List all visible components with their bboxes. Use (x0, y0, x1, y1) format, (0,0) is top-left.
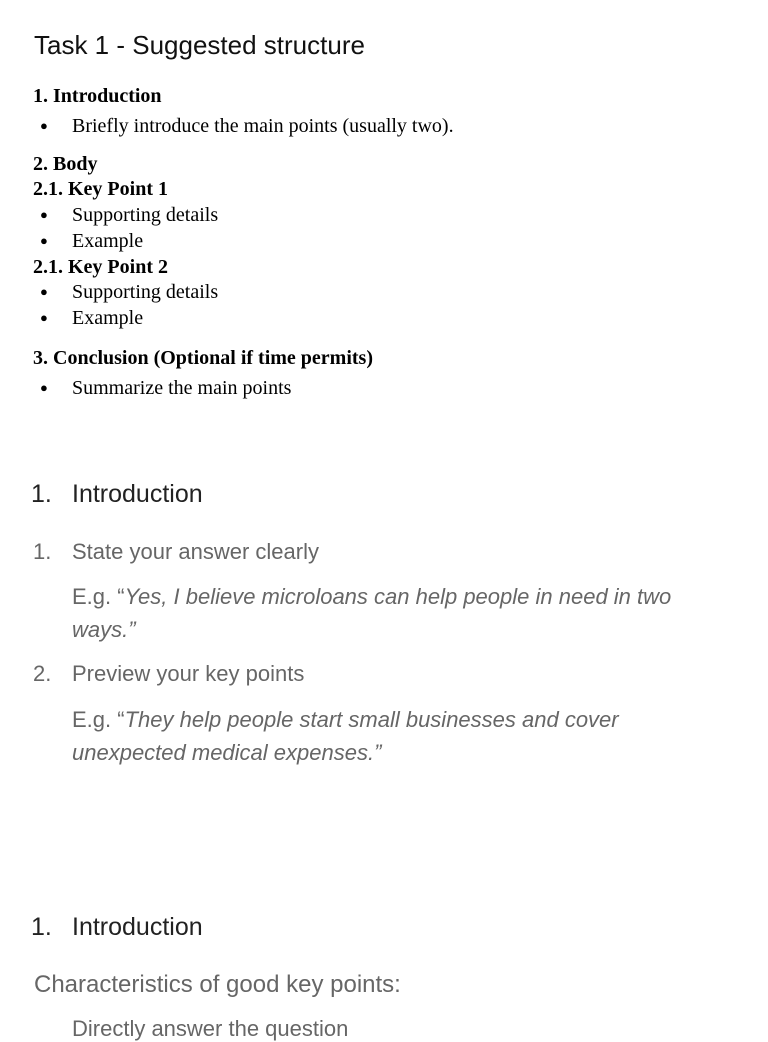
structure-key-point-1-heading: 2.1. Key Point 1 (33, 178, 168, 200)
characteristics-title: Characteristics of good key points: (34, 971, 401, 998)
cutoff-list-item: Directly answer the question (72, 1016, 349, 1041)
bullet-icon: ● (40, 118, 48, 133)
bullet-icon: ● (40, 233, 48, 248)
bullet-text: Summarize the main points (72, 377, 292, 399)
intro-section-heading: Introduction (72, 480, 203, 508)
example-quote: Yes, I believe microloans can help people in need in two ways.” (72, 584, 672, 642)
second-section-number: 1. (31, 913, 52, 941)
bullet-icon: ● (40, 380, 48, 395)
page-title: Task 1 - Suggested structure (34, 30, 365, 60)
bullet-text: Supporting details (72, 281, 219, 303)
step-number: 1. (33, 539, 52, 564)
bullet-text: Supporting details (72, 204, 219, 226)
bullet-text: Briefly introduce the main points (usually two). (72, 115, 454, 137)
structure-key-point-2-bullet (40, 307, 143, 330)
intro-section-number: 1. (31, 480, 52, 508)
step-example (72, 703, 732, 769)
structure-intro-bullet (40, 115, 454, 138)
bullet-icon: ● (40, 207, 48, 222)
step-example (72, 580, 732, 646)
structure-conclusion-heading: 3. Conclusion (Optional if time permits) (33, 347, 373, 369)
step-label: State your answer clearly (72, 539, 319, 564)
structure-key-point-2-heading: 2.1. Key Point 2 (33, 256, 168, 278)
structure-key-point-2-bullet (40, 281, 218, 304)
example-prefix: E.g. “ (72, 584, 125, 609)
structure-intro-heading: 1. Introduction (33, 85, 162, 107)
bullet-icon: ● (40, 284, 48, 299)
structure-conclusion-bullet (40, 377, 291, 400)
second-section-heading: Introduction (72, 913, 203, 941)
structure-key-point-1-bullet (40, 204, 218, 227)
step-number: 2. (33, 661, 52, 686)
step-label: Preview your key points (72, 661, 305, 686)
structure-key-point-1-bullet (40, 230, 143, 253)
bullet-text: Example (72, 230, 144, 252)
example-prefix: E.g. “ (72, 707, 125, 732)
structure-body-heading: 2. Body (33, 153, 98, 175)
bullet-icon: ● (40, 310, 48, 325)
bullet-text: Example (72, 307, 144, 329)
example-quote: They help people start small businesses and cover unexpected medical expenses.” (72, 707, 619, 765)
